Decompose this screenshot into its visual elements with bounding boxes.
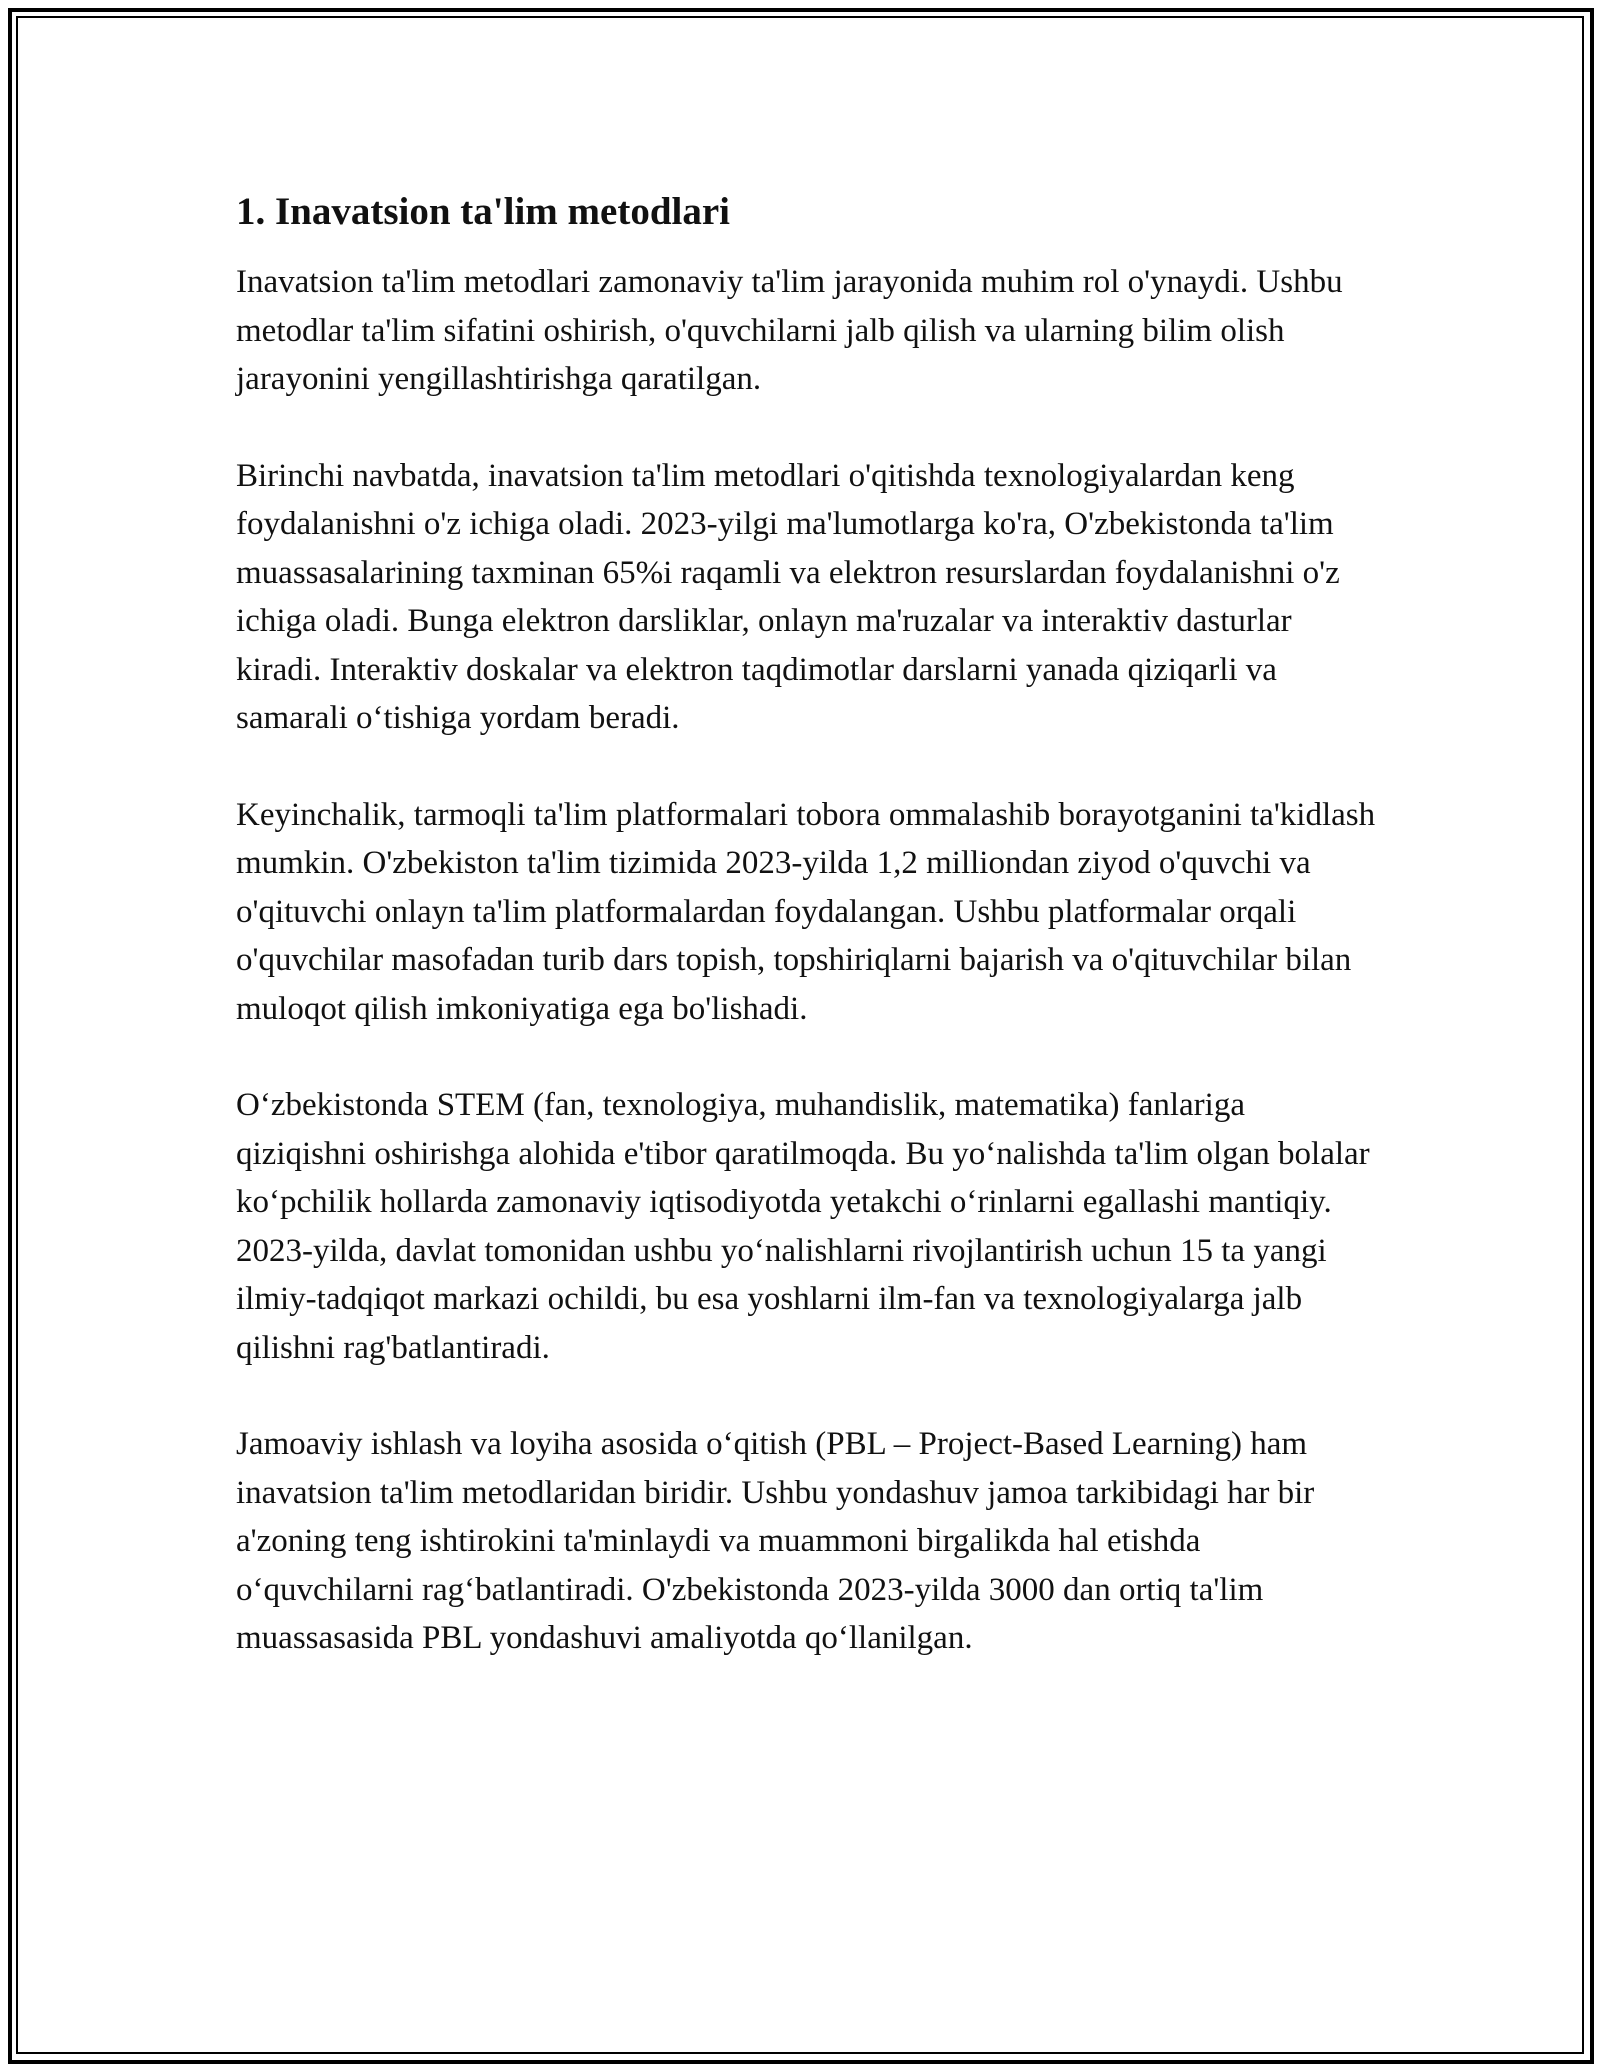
paragraph-intro: Inavatsion ta'lim metodlari zamonaviy ta'lim jarayonida muhim rol o'ynaydi. Ushbu metodlar ta'lim sifatini oshirish, o'quvchilarni jalb qilish va ularning bilim olish jarayonini yengillashtirishga qaratilgan. [236,264,1343,397]
paragraph-stem: O‘zbekistonda STEM (fan, texnologiya, muhandislik, matematika) fanlariga qiziqishni oshirishga alohida e'tibor qaratilmoqda. Bu yo‘nalishda ta'lim olgan bolalar ko‘pchilik hollarda zamonaviy iqtisodiyotda yetakchi o‘rinlarni egallashi mantiqiy. 2023-yilda, davlat tomonidan ushbu yo‘nalishlarni rivojlantirish uchun 15 ta yangi ilmiy-tadqiqot markazi ochildi, bu esa yoshlarni ilm-fan va texnologiyalarga jalb qilishni rag'batlantiradi. [236,1087,1370,1366]
section-heading: 1. Inavatsion ta'lim metodlari [236,190,730,233]
paragraph-online-platforms: Keyinchalik, tarmoqli ta'lim platformalari tobora ommalashib borayotganini ta'kidlash mumkin. O'zbekiston ta'lim tizimida 2023-yilda 1,2 milliondan ziyod o'quvchi va o'qituvchi onlayn ta'lim platformalardan foydalangan. Ushbu platformalar orqali o'quvchilar masofadan turib dars topish, topshiriqlarni bajarish va o'qituvchilar bilan muloqot qilish imkoniyatiga ega bo'lishadi. [236,796,1376,1027]
paragraph-technology: Birinchi navbatda, inavatsion ta'lim metodlari o'qitishda texnologiyalardan keng foydalanishni o'z ichiga oladi. 2023-yilgi ma'lumotlarga ko'ra, O'zbekistonda ta'lim muassasalarining taxminan 65%i raqamli va elektron resurslardan foydalanishni o'z ichiga oladi. Bunga elektron darsliklar, onlayn ma'ruzalar va interaktiv dasturlar kiradi. Interaktiv doskalar va elektron taqdimotlar darslarni yanada qiziqarli va samarali o‘tishiga yordam beradi. [236,457,1340,736]
document-body [236,186,1376,1711]
paragraph-pbl: Jamoaviy ishlash va loyiha asosida o‘qitish (PBL – Project-Based Learning) ham inavatsion ta'lim metodlaridan biridir. Ushbu yondashuv jamoa tarkibidagi har bir a'zoning teng ishtirokini ta'minlaydi va muammoni birgalikda hal etishda o‘quvchilarni rag‘batlantiradi. O'zbekistonda 2023-yilda 3000 dan ortiq ta'lim muassasasida PBL yondashuvi amaliyotda qo‘llanilgan. [236,1426,1315,1656]
